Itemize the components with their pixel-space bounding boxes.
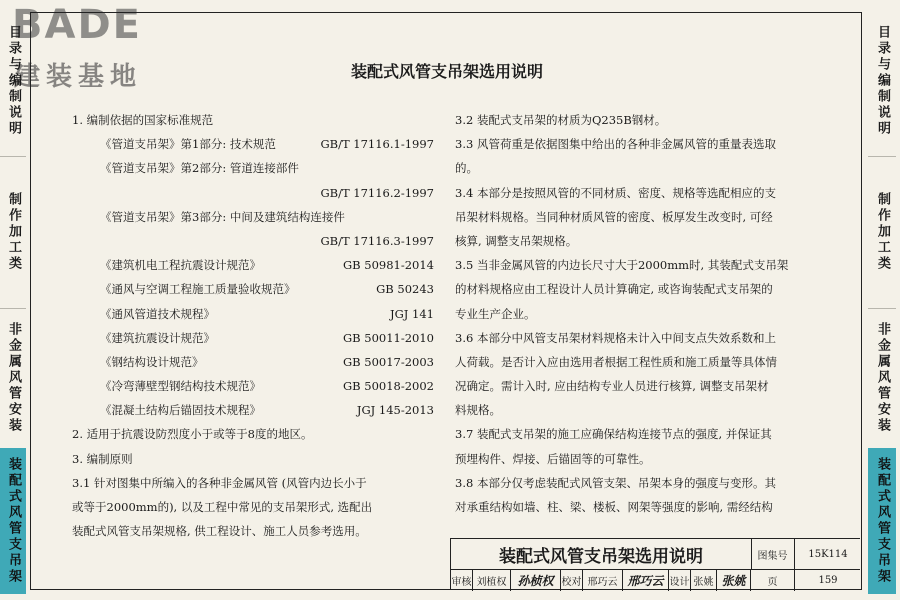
ref-code: GB 50018-2002 (342, 379, 434, 394)
ref-code: GB/T 17116.2-1997 (320, 185, 434, 200)
left-column (72, 108, 434, 543)
drawing-title: 装配式风管支吊架选用说明 (451, 539, 752, 569)
right-text-line: 3.8 本部分仅考虑装配式风管支架、吊架本身的强度与变形。其 (455, 475, 776, 490)
right-text-line: 3.5 当非金属风管的内边长尺寸大于2000mm时, 其装配式支吊架 (455, 258, 789, 273)
atlas-number: 15K114 (808, 548, 848, 560)
ref-code: GB 50243 (376, 282, 434, 297)
ref-name: 《钢结构设计规范》 (100, 354, 204, 369)
ref-name: 《冷弯薄壁型钢结构技术规范》 (100, 379, 261, 394)
ref-name: 《建筑机电工程抗震设计规范》 (100, 258, 261, 273)
ref-name: 《混凝土结构后锚固技术规程》 (100, 403, 261, 418)
para-3-1-line: 3.1 针对图集中所编入的各种非金属风管 (风管内边长小于 (72, 475, 367, 490)
reviewer-signature: 孙桢权 (511, 569, 561, 591)
designer-signature: 张姚 (717, 569, 751, 591)
right-text-line: 核算, 调整支吊架规格。 (455, 233, 578, 248)
title-block-row-1 (451, 539, 860, 570)
ref-row (72, 156, 434, 180)
page-title: 装配式风管支吊架选用说明 (350, 62, 543, 81)
section-1-heading: 1. 编制依据的国家标准规范 (72, 113, 214, 127)
right-tab-contents[interactable]: 目录与编制说明 (868, 6, 896, 157)
ref-code: GB/T 17116.3-1997 (320, 233, 434, 248)
right-text-line: 专业生产企业。 (455, 306, 536, 321)
ref-row (72, 374, 434, 398)
left-tab-nonmetal-duct[interactable]: 非金属风管安装 (0, 308, 26, 449)
left-tab-contents[interactable]: 目录与编制说明 (0, 6, 26, 157)
ref-row (72, 350, 434, 374)
right-tab-nonmetal-duct[interactable]: 非金属风管安装 (868, 308, 896, 449)
page-label: 页 (751, 569, 795, 591)
ref-row (72, 181, 434, 205)
right-text-line: 3.4 本部分是按照风管的不同材质、密度、规格等选配相应的支 (455, 185, 776, 200)
ref-name: 《通风与空调工程施工质量验收规范》 (100, 282, 296, 297)
para-3-1-line: 或等于2000mm的), 以及工程中常见的支吊架形式, 选配出 (72, 500, 373, 514)
ref-name: 《通风管道技术规程》 (100, 306, 215, 321)
ref-name: 《建筑抗震设计规范》 (100, 330, 215, 345)
left-tab-fabrication[interactable]: 制作加工类 (0, 156, 26, 309)
section-2-text: 2. 适用于抗震设防烈度小于或等于8度的地区。 (72, 427, 313, 442)
ref-row (72, 277, 434, 301)
right-text-line: 3.3 风管荷重是依据图集中给出的各种非金属风管的重量表选取 (455, 137, 776, 152)
check-label: 校对 (561, 569, 583, 591)
right-text-line: 的材料规格应由工程设计人员计算确定, 或咨询装配式支吊架的 (455, 282, 773, 297)
ref-name: 《管道支吊架》第1部分: 技术规范 (100, 137, 276, 152)
ref-row (72, 302, 434, 326)
title-block-row-2 (451, 569, 860, 591)
ref-row (72, 205, 434, 229)
reviewer-name: 刘植权 (473, 569, 511, 591)
right-text-line: 3.6 本部分中风管支吊架材料规格未计入中间支点失效系数和上 (455, 330, 776, 345)
design-label: 设计 (669, 569, 691, 591)
logo-text-top: BADE (12, 2, 142, 48)
right-tab-assembled-hangers[interactable]: 装配式风管支吊架 (868, 448, 896, 594)
ref-code: GB/T 17116.1-1997 (320, 137, 434, 152)
right-text-line: 对承重结构如墙、柱、梁、楼板、网架等强度的影响, 需经结构 (455, 500, 773, 514)
right-tab-strip (868, 6, 896, 594)
right-text-line: 的。 (455, 161, 478, 176)
designer-name: 张姚 (691, 569, 717, 591)
ref-row (72, 326, 434, 350)
ref-name: 《管道支吊架》第2部分: 管道连接部件 (100, 161, 299, 176)
right-text-line: 料规格。 (455, 403, 501, 418)
page-number: 159 (818, 574, 838, 586)
atlas-number-label: 图集号 (751, 539, 795, 569)
ref-code: JGJ 141 (389, 306, 434, 321)
title-block (450, 538, 860, 590)
review-label: 审核 (451, 569, 473, 591)
ref-row (72, 132, 434, 156)
left-tab-strip (0, 6, 26, 594)
right-text-line: 况确定。需计入时, 应由结构专业人员进行核算, 调整支吊架材 (455, 379, 769, 394)
right-text-line: 3.2 装配式支吊架的材质为Q235B钢材。 (455, 113, 667, 127)
ref-row (72, 253, 434, 277)
section-3-heading: 3. 编制原则 (72, 451, 133, 466)
para-3-1-line: 装配式风管支吊架规格, 供工程设计、施工人员参考选用。 (72, 524, 367, 539)
right-text-line: 3.7 装配式支吊架的施工应确保结构连接节点的强度, 并保证其 (455, 427, 772, 442)
right-text-line: 人荷载。是否计入应由选用者根据工程性质和施工质量等具体情 (455, 354, 777, 369)
checker-name: 邢巧云 (583, 569, 623, 591)
right-text-line: 预埋构件、焊接、后锚固等的可靠性。 (455, 451, 651, 466)
ref-row (72, 398, 434, 422)
right-text-line: 吊架材料规格。当同种材质风管的密度、板厚发生改变时, 可经 (455, 209, 773, 224)
ref-row (72, 229, 434, 253)
right-column (455, 108, 841, 519)
ref-code: GB 50017-2003 (342, 354, 434, 369)
ref-code: JGJ 145-2013 (356, 403, 434, 418)
ref-code: GB 50981-2014 (342, 258, 434, 273)
ref-name: 《管道支吊架》第3部分: 中间及建筑结构连接件 (100, 209, 345, 224)
left-tab-assembled-hangers[interactable]: 装配式风管支吊架 (0, 448, 26, 594)
logo-text-bottom: 建装基地 (14, 62, 143, 92)
right-tab-fabrication[interactable]: 制作加工类 (868, 156, 896, 309)
ref-code: GB 50011-2010 (342, 330, 434, 345)
checker-signature: 邢巧云 (623, 569, 669, 591)
